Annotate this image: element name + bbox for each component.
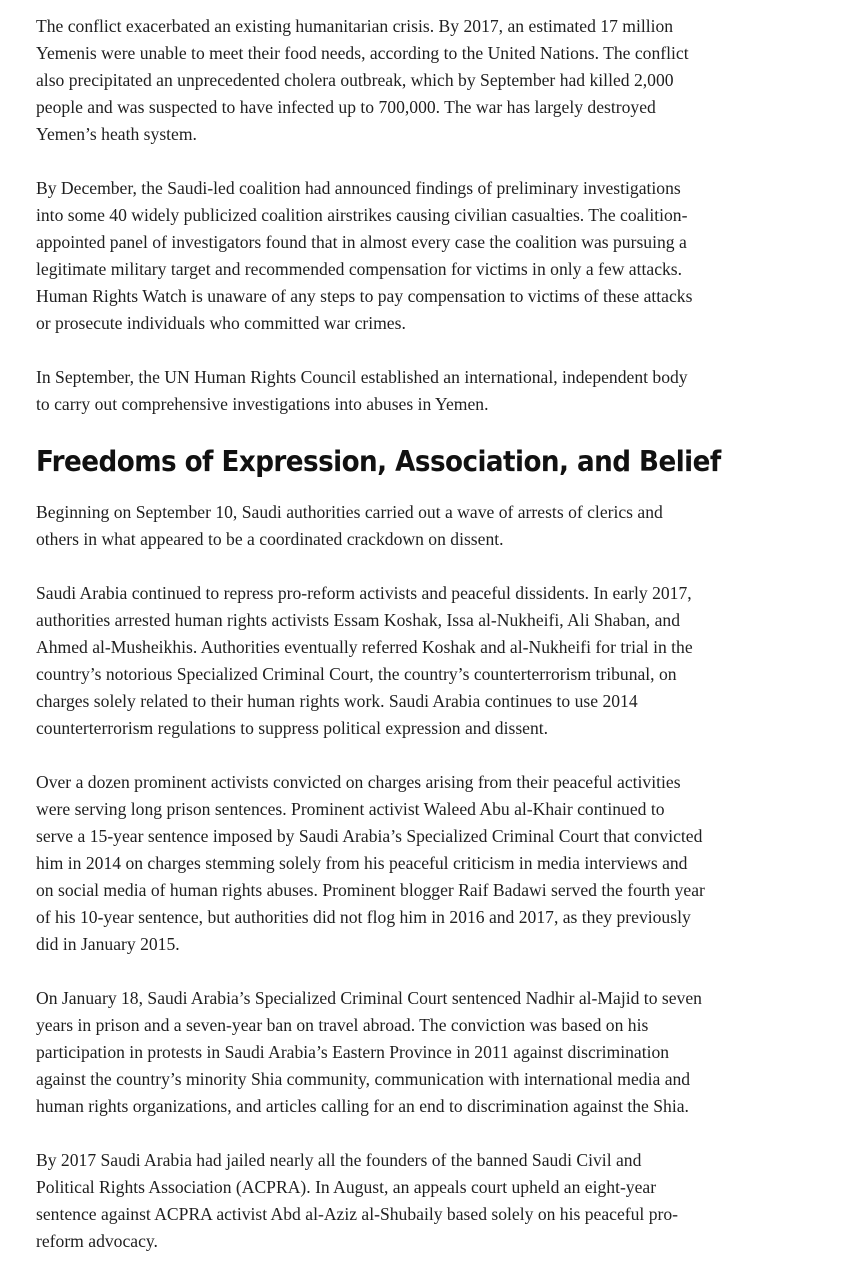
text-line: The conflict exacerbated an existing humanitarian crisis. By 2017, an estimated 17 million [36,16,674,36]
text-line: human rights organizations, and articles calling for an end to discrimination against the Shia. [36,1096,689,1116]
text-line: against the country’s minority Shia community, communication with international media and [36,1069,691,1089]
text-line: reform advocacy. [36,1231,158,1251]
text-line: Beginning on September 10, Saudi authorities carried out a wave of arrests of clerics and [36,502,663,522]
paragraphs-after [36,499,776,1255]
text-line: legitimate military target and recommended compensation for victims in only a few attacks. [36,259,683,279]
paragraphs-before [36,13,776,418]
text-line: or prosecute individuals who committed war crimes. [36,313,406,333]
text-line: Human Rights Watch is unaware of any steps to pay compensation to victims of these attacks [36,286,693,306]
text-line: Saudi Arabia continued to repress pro-reform activists and peaceful dissidents. In early 2017, [36,583,692,603]
text-line: sentence against ACPRA activist Abd al-Aziz al-Shubaily based solely on his peaceful pro- [36,1204,679,1224]
text-line: In September, the UN Human Rights Council established an international, independent body [36,367,688,387]
article-body [36,13,776,1282]
text-line: into some 40 widely publicized coalition airstrikes causing civilian casualties. The coalition- [36,205,688,225]
text-line: Yemenis were unable to meet their food needs, according to the United Nations. The conflict [36,43,689,63]
text-line: of his 10-year sentence, but authorities did not flog him in 2016 and 2017, as they previously [36,907,691,927]
text-line: counterterrorism regulations to suppress political expression and dissent. [36,718,549,738]
text-line: country’s notorious Specialized Criminal Court, the country’s counterterrorism tribunal, on [36,664,677,684]
paragraph-nadhir-al-majid [36,985,776,1120]
text-line: appointed panel of investigators found that in almost every case the coalition was pursuing a [36,232,687,252]
paragraph-september-arrests [36,499,776,553]
text-line: also precipitated an unprecedented cholera outbreak, which by September had killed 2,000 [36,70,674,90]
paragraph-humanitarian-crisis [36,13,776,148]
text-line: By 2017 Saudi Arabia had jailed nearly all the founders of the banned Saudi Civil and [36,1150,642,1170]
text-line: were serving long prison sentences. Prominent activist Waleed Abu al-Khair continued to [36,799,665,819]
paragraph-coalition-investigations [36,175,776,337]
text-line: him in 2014 on charges stemming solely from his peaceful criticism in media interviews and [36,853,688,873]
text-line: on social media of human rights abuses. Prominent blogger Raif Badawi served the fourth year [36,880,705,900]
text-line: did in January 2015. [36,934,180,954]
text-line: On January 18, Saudi Arabia’s Specialized Criminal Court sentenced Nadhir al-Majid to seven [36,988,702,1008]
paragraph-acpra [36,1147,776,1255]
text-line: Yemen’s heath system. [36,124,197,144]
text-line: years in prison and a seven-year ban on travel abroad. The conviction was based on his [36,1015,649,1035]
text-line: participation in protests in Saudi Arabia’s Eastern Province in 2011 against discrimination [36,1042,670,1062]
text-line: charges solely related to their human rights work. Saudi Arabia continues to use 2014 [36,691,638,711]
text-line: Over a dozen prominent activists convicted on charges arising from their peaceful activities [36,772,681,792]
paragraph-un-investigation-body [36,364,776,418]
text-line: serve a 15-year sentence imposed by Saudi Arabia’s Specialized Criminal Court that convicted [36,826,703,846]
text-line: others in what appeared to be a coordinated crackdown on dissent. [36,529,504,549]
text-line: Ahmed al-Musheikhis. Authorities eventually referred Koshak and al-Nukheifi for trial in the [36,637,693,657]
section-heading: Freedoms of Expression, Association, and Belief [36,445,721,478]
text-line: to carry out comprehensive investigations into abuses in Yemen. [36,394,489,414]
text-line: By December, the Saudi-led coalition had announced findings of preliminary investigations [36,178,681,198]
paragraph-activists-repression [36,580,776,742]
text-line: people and was suspected to have infected up to 700,000. The war has largely destroyed [36,97,656,117]
text-line: Political Rights Association (ACPRA). In August, an appeals court upheld an eight-year [36,1177,657,1197]
paragraph-prison-sentences [36,769,776,958]
text-line: authorities arrested human rights activists Essam Koshak, Issa al-Nukheifi, Ali Shaban, and [36,610,680,630]
